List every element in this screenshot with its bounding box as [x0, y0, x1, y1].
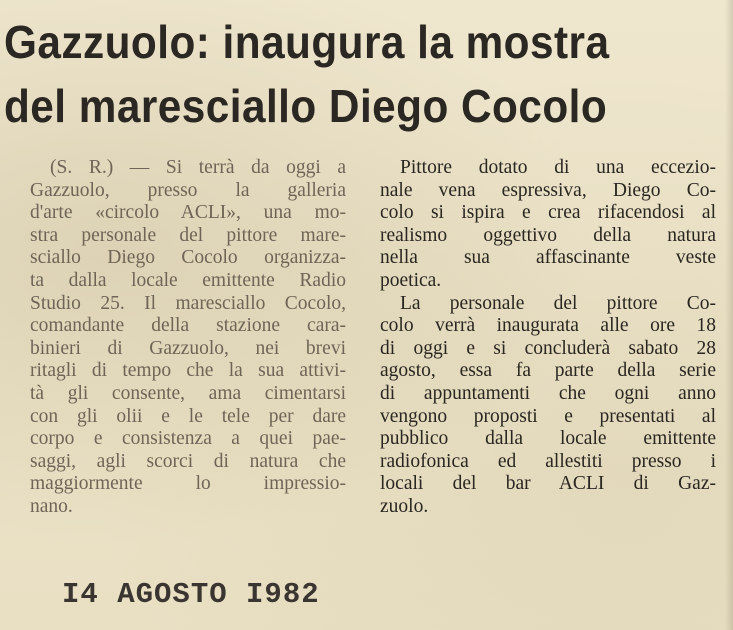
article-right-column	[380, 157, 716, 519]
text-line: saggi, agli scorci di natura che	[30, 450, 346, 472]
text-line: locali del bar ACLI di Gaz-	[380, 473, 716, 495]
text-line: comandante della stazione cara-	[30, 315, 346, 337]
text-line: nano.	[30, 495, 73, 517]
text-line: nale vena espressiva, Diego Co-	[380, 179, 716, 201]
text-line: pubblico dalla locale emittente	[380, 428, 716, 450]
text-line: stra personale del pittore mare-	[30, 224, 346, 246]
text-line: (S. R.) — Si terrà da oggi a	[50, 157, 346, 178]
text-line: corpo e consistenza a quei pae-	[30, 428, 346, 450]
article-left-column	[30, 157, 346, 519]
text-line: La personale del pittore Co-	[400, 292, 716, 314]
text-line: colo si ispira e crea rifacendosi al	[380, 202, 716, 224]
text-line: realismo oggettivo della natura	[380, 224, 716, 246]
text-line: zuolo.	[380, 495, 429, 517]
date-stamp: I4 AGOSTO I982	[62, 578, 320, 611]
text-line: sciallo Diego Cocolo organizza-	[30, 247, 346, 269]
text-line: colo verrà inaugurata alle ore 18	[380, 315, 716, 337]
text-line: radiofonica ed allestiti presso i	[380, 450, 716, 472]
text-line: tà gli consente, ama cimentarsi	[30, 382, 346, 404]
text-line: agosto, essa fa parte della serie	[380, 360, 716, 382]
headline-line-2: del maresciallo Diego Cocolo	[4, 80, 608, 132]
text-line: nella sua affascinante veste	[380, 247, 716, 269]
text-line: di oggi e si concluderà sabato 28	[380, 337, 716, 359]
headline-line-1: Gazzuolo: inaugura la mostra	[4, 16, 610, 68]
text-line: d'arte «circolo ACLI», una mo-	[30, 202, 346, 224]
text-line: binieri di Gazzuolo, nei brevi	[30, 337, 346, 359]
text-line: ritagli di tempo che la sua attivi-	[30, 360, 346, 382]
text-line: Gazzuolo, presso la galleria	[30, 179, 346, 201]
text-line: Studio 25. Il maresciallo Cocolo,	[30, 292, 346, 314]
headline	[4, 10, 666, 138]
text-line: poetica.	[380, 269, 442, 291]
text-line: di appuntamenti che ogni anno	[380, 382, 716, 404]
paper-edge-shadow	[725, 0, 733, 630]
text-line: maggiormente lo impressio-	[30, 473, 346, 495]
text-line: vengono proposti e presentati al	[380, 405, 716, 427]
text-line: ta dalla locale emittente Radio	[30, 269, 346, 291]
text-line: Pittore dotato di una eccezio-	[400, 157, 716, 178]
text-line: con gli olii e le tele per dare	[30, 405, 346, 427]
